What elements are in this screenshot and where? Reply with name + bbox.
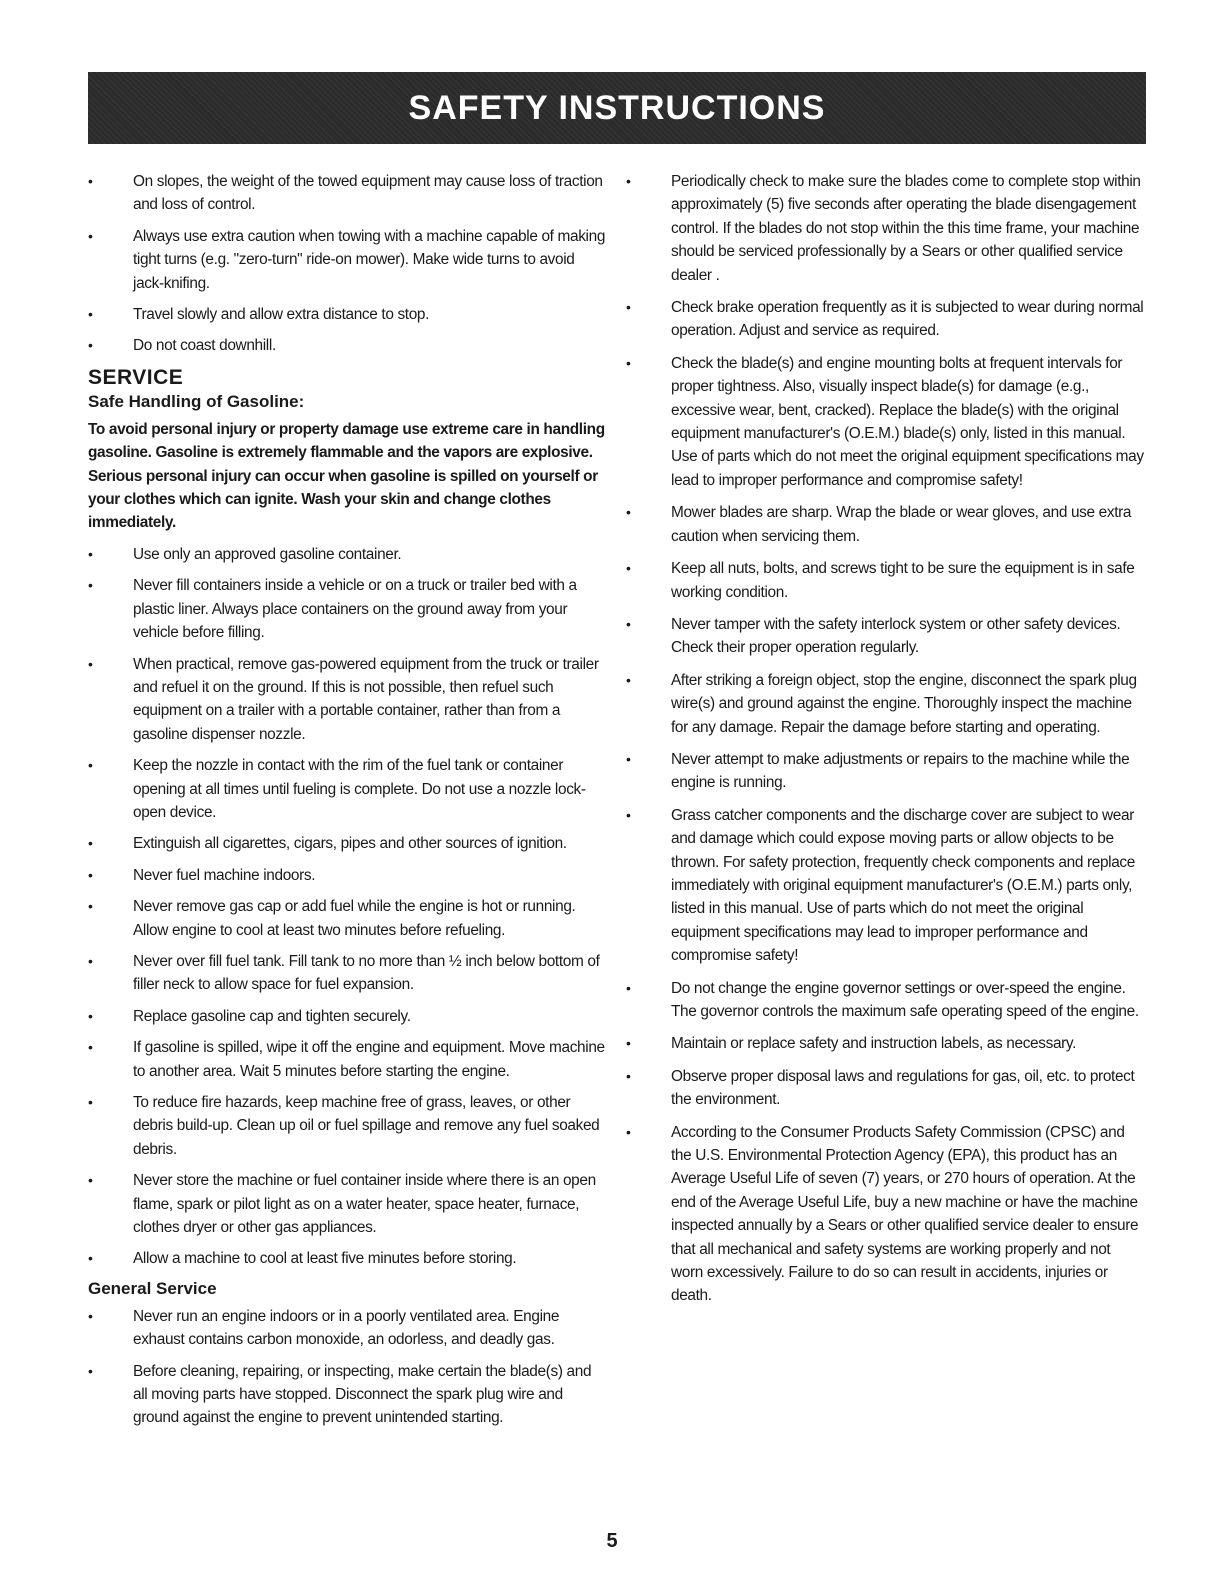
- bullet-icon: •: [88, 337, 93, 354]
- list-item: • Travel slowly and allow extra distance to stop.: [88, 303, 608, 326]
- bullet-icon: •: [88, 835, 93, 852]
- header-banner: [88, 72, 1146, 144]
- list-item: • Do not change the engine governor settings or over-speed the engine. The governor controls the maximum safe operating speed of the engine.: [626, 977, 1146, 1024]
- list-item: • Never over fill fuel tank. Fill tank to no more than ½ inch below bottom of filler neck to allow space for fuel expansion.: [88, 950, 608, 997]
- bullet-icon: •: [88, 545, 93, 562]
- right-column: [626, 170, 1146, 1317]
- gasoline-warning: To avoid personal injury or property damage use extreme care in handling gasoline. Gasoline is extremely flammable and the vapors are explosive. Serious personal injury can occur when gasoline is spilled on yourself or your clothes which can ignite. Wash your skin and change clothes immediately.: [88, 420, 605, 532]
- bullet-icon: •: [626, 1067, 631, 1084]
- list-item: • Always use extra caution when towing with a machine capable of making tight turns (e.g. "zero-turn" ride-on mower). Make wide turns to avoid jack-knifing.: [88, 225, 608, 295]
- page-title: SAFETY INSTRUCTIONS: [408, 88, 826, 127]
- bullet-icon: •: [626, 299, 631, 316]
- list-item: • Check the blade(s) and engine mounting bolts at frequent intervals for proper tightness. Also, visually inspect blade(s) for damage (e.g., excessive wear, bent, cracked). Replace the blade(s) with the original equipment manufacturer's (O.E.M.) blade(s) only, listed in this manual. Use of parts which do not meet the original equipment specifications may lead to improper performance and compromise safety!: [626, 352, 1146, 492]
- list-item: • Never fuel machine indoors.: [88, 864, 608, 887]
- bullet-icon: •: [88, 898, 93, 915]
- bullet-icon: •: [626, 750, 631, 767]
- gasoline-list: [88, 543, 608, 1271]
- bullet-icon: •: [88, 227, 93, 244]
- bullet-icon: •: [88, 1172, 93, 1189]
- bullet-icon: •: [88, 173, 93, 189]
- list-item: • On slopes, the weight of the towed equipment may cause loss of traction and loss of control.: [88, 170, 608, 217]
- list-item: • Replace gasoline cap and tighten securely.: [88, 1005, 608, 1028]
- list-item: • When practical, remove gas-powered equipment from the truck or trailer and refuel it on the ground. If this is not possible, then refuel such equipment on a trailer with a portable container, rather than from a gasoline dispenser nozzle.: [88, 653, 608, 747]
- list-item: • Maintain or replace safety and instruction labels, as necessary.: [626, 1032, 1146, 1055]
- bullet-icon: •: [88, 306, 93, 323]
- list-item: • Grass catcher components and the discharge cover are subject to wear and damage which could expose moving parts or allow objects to be thrown. For safety protection, frequently check components and replace immediately with original equipment manufacturer's (O.E.M.) parts only, listed in this manual. Use of parts which do not meet the original equipment specifications may lead to improper performance and compromise safety!: [626, 804, 1146, 968]
- bullet-icon: •: [88, 952, 93, 969]
- list-item: • Before cleaning, repairing, or inspecting, make certain the blade(s) and all moving parts have stopped. Disconnect the spark plug wire and ground against the engine to prevent unintended starting.: [88, 1360, 608, 1430]
- page-number: 5: [606, 1530, 618, 1552]
- list-item: • Never run an engine indoors or in a poorly ventilated area. Engine exhaust contains carbon monoxide, an odorless, and deadly gas.: [88, 1305, 608, 1352]
- bullet-icon: •: [626, 615, 631, 632]
- bullet-icon: •: [88, 757, 93, 774]
- bullet-icon: •: [88, 1250, 93, 1267]
- list-item: • Periodically check to make sure the blades come to complete stop within approximately (5) five seconds after operating the blade disengagement control. If the blades do not stop within the this time frame, your machine should be serviced professionally by a Sears or other qualified service dealer .: [626, 170, 1146, 287]
- list-item: • Never attempt to make adjustments or repairs to the machine while the engine is running.: [626, 748, 1146, 795]
- bullet-icon: •: [88, 1362, 93, 1379]
- bullet-icon: •: [88, 1094, 93, 1110]
- list-item: • Use only an approved gasoline container.: [88, 543, 608, 566]
- bullet-icon: •: [626, 354, 631, 371]
- bullet-icon: •: [626, 1123, 631, 1140]
- bullet-icon: •: [88, 866, 93, 883]
- bullet-icon: •: [626, 1035, 631, 1052]
- list-item: • Never tamper with the safety interlock system or other safety devices. Check their proper operation regularly.: [626, 613, 1146, 660]
- list-item: • After striking a foreign object, stop the engine, disconnect the spark plug wire(s) and ground against the engine. Thoroughly inspect the machine for any damage. Repair the damage before starting and operating.: [626, 669, 1146, 739]
- left-column: [88, 170, 608, 1438]
- general-service-list: [88, 1305, 608, 1430]
- list-item: • According to the Consumer Products Safety Commission (CPSC) and the U.S. Environmental Protection Agency (EPA), this product has an Average Useful Life of seven (7) years, or 270 hours of operation. At the end of the Average Useful Life, buy a new machine or have the machine inspected annually by a Sears or other qualified service dealer to ensure that all mechanical and safety systems are working properly and not worn excessively. Failure to do so can result in accidents, injuries or death.: [626, 1121, 1146, 1308]
- bullet-icon: •: [626, 671, 631, 688]
- list-item: • Extinguish all cigarettes, cigars, pipes and other sources of ignition.: [88, 832, 608, 855]
- list-item: • Observe proper disposal laws and regulations for gas, oil, etc. to protect the environment.: [626, 1065, 1146, 1112]
- list-item: • To reduce fire hazards, keep machine free of grass, leaves, or other debris build-up. Clean up oil or fuel spillage and remove any fuel soaked debris.: [88, 1091, 608, 1161]
- list-item: • Allow a machine to cool at least five minutes before storing.: [88, 1247, 608, 1270]
- bullet-icon: •: [88, 1307, 93, 1324]
- list-item: • If gasoline is spilled, wipe it off the engine and equipment. Move machine to another area. Wait 5 minutes before starting the engine.: [88, 1036, 608, 1083]
- bullet-icon: •: [626, 173, 631, 189]
- service-heading: SERVICE: [88, 365, 184, 389]
- bullet-icon: •: [626, 806, 631, 823]
- bullet-icon: •: [626, 504, 631, 521]
- list-item: • Keep the nozzle in contact with the rim of the fuel tank or container opening at all times until fueling is complete. Do not use a nozzle lock-open device.: [88, 754, 608, 824]
- bullet-icon: •: [88, 1039, 93, 1056]
- bullet-icon: •: [88, 655, 93, 672]
- bullet-icon: •: [626, 979, 631, 996]
- list-item: • Never fill containers inside a vehicle or on a truck or trailer bed with a plastic liner. Always place containers on the ground away from your vehicle before filling.: [88, 574, 608, 644]
- bullet-icon: •: [88, 577, 93, 594]
- list-item: • Check brake operation frequently as it is subjected to wear during normal operation. Adjust and service as required.: [626, 296, 1146, 343]
- list-item: • Keep all nuts, bolts, and screws tight to be sure the equipment is in safe working condition.: [626, 557, 1146, 604]
- list-item: • Never remove gas cap or add fuel while the engine is hot or running. Allow engine to cool at least two minutes before refueling.: [88, 895, 608, 942]
- list-item: • Mower blades are sharp. Wrap the blade or wear gloves, and use extra caution when servicing them.: [626, 501, 1146, 548]
- bullet-icon: •: [88, 1007, 93, 1024]
- bullet-icon: •: [626, 560, 631, 577]
- service-list: [626, 170, 1146, 1308]
- intro-list: [88, 170, 608, 358]
- list-item: • Never store the machine or fuel container inside where there is an open flame, spark or pilot light as on a water heater, space heater, furnace, clothes dryer or other gas appliances.: [88, 1169, 608, 1239]
- gasoline-heading: Safe Handling of Gasoline:: [88, 391, 305, 411]
- list-item: • Do not coast downhill.: [88, 334, 608, 357]
- general-service-heading: General Service: [88, 1278, 217, 1298]
